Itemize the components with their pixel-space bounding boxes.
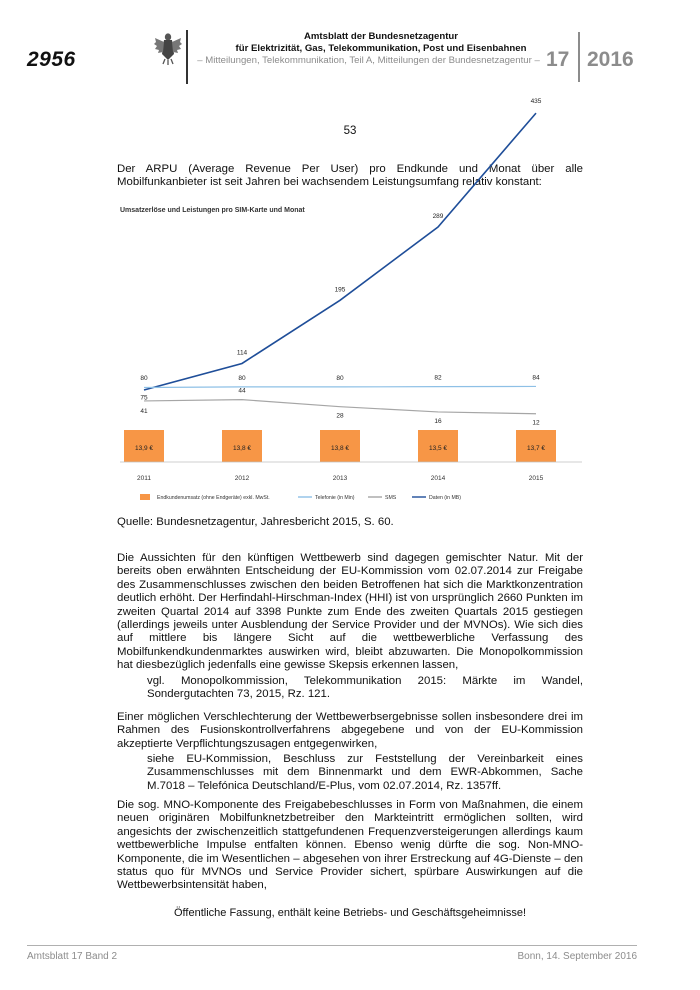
gazette-subtitle: – Mitteilungen, Telekommunikation, Teil A, Mitteilungen der Bundesnetzagentur – <box>197 55 540 66</box>
legend-label-0: Endkundenumsatz (ohne Endgeräte) exkl. MwSt. <box>157 495 270 501</box>
data-label-sms-2012: 44 <box>238 387 246 395</box>
legend-swatch-0 <box>140 494 150 500</box>
intro-paragraph: Der ARPU (Average Revenue Per User) pro Endkunde und Monat über alle Mobilfunkanbieter ist seit Jahren bei wachsendem Leistungsumfang relativ konstant: <box>117 163 583 189</box>
paragraph-3: Die sog. MNO-Komponente des Freigabebeschlusses in Form von Maßnahmen, die einem neuen originären Mobilfunknetzbetreiber den Markteintritt ermöglichen sollten, wird angesichts der zwischenzeitlich stattgefundenen Frequenzversteigerungen allerdings kaum wettbewerbliche Impulse entfalten können. Ebenso wenig dürfte die sog. Non-MNO-Komponente, die im Wesentlichen – abgesehen von ihrer Erstreckung auf 4G-Dienste – den status quo für MVNOs und Service Provider sichert, spürbare Auswirkungen auf die Wettbewerbsintensität haben, <box>117 799 583 892</box>
issue-year: 2016 <box>587 48 634 71</box>
footer-left: Amtsblatt 17 Band 2 <box>27 951 118 962</box>
bar-label-2014: 13,5 € <box>428 445 448 452</box>
data-label-sms-2014: 16 <box>434 417 442 425</box>
data-label-sms-2013: 28 <box>336 412 344 420</box>
page-number: 2956 <box>27 48 76 71</box>
x-tick-2013: 2013 <box>332 475 348 482</box>
gazette-title-line1: Amtsblatt der Bundesnetzagentur <box>303 31 459 42</box>
x-tick-2014: 2014 <box>430 475 446 482</box>
chart-source: Quelle: Bundesnetzagentur, Jahresbericht 2015, S. 60. <box>117 516 394 528</box>
series-line-telefonie <box>144 386 536 387</box>
data-label-sms-2011: 41 <box>140 407 148 415</box>
footer-right: Bonn, 14. September 2016 <box>517 951 637 962</box>
data-label-telefonie-2011: 75 <box>140 394 148 402</box>
header-divider <box>186 30 188 84</box>
bar-label-2013: 13,8 € <box>330 445 350 452</box>
paragraph-2: Einer möglichen Verschlechterung der Wettbewerbsergebnisse sollen insbesondere drei im Rahmen des Fusionskontrollverfahrens abgegebene und von der EU-Kommission akzeptierte Verpflichtungszusagen entgegenwirken, <box>117 711 583 750</box>
chart-title: Umsatzerlöse und Leistungen pro SIM-Karte und Monat <box>120 207 305 214</box>
data-label-sms-2015: 12 <box>532 419 540 427</box>
issue-number: 17 <box>546 48 570 71</box>
quote-1: vgl. Monopolkommission, Telekommunikation 2015: Märkte im Wandel, Sondergutachten 73, 2015, Rz. 121. <box>147 675 583 701</box>
federal-eagle-icon <box>153 30 183 66</box>
confidentiality-note: Öffentliche Fassung, enthält keine Betriebs- und Geschäftsgeheimnisse! <box>174 907 526 919</box>
data-label-telefonie-2012: 80 <box>238 374 246 382</box>
bar-label-2011: 13,9 € <box>134 445 154 452</box>
x-tick-2012: 2012 <box>234 475 250 482</box>
data-label-daten-2011: 80 <box>140 375 148 382</box>
x-tick-2015: 2015 <box>528 475 544 482</box>
data-label-telefonie-2013: 80 <box>336 374 344 382</box>
bar-label-2012: 13,8 € <box>232 445 252 452</box>
x-tick-2011: 2011 <box>137 475 151 482</box>
legend-label-3: Daten (in MB) <box>429 495 461 501</box>
footer-divider <box>27 945 637 946</box>
data-label-daten-2015: 435 <box>530 98 542 106</box>
data-label-daten-2014: 289 <box>432 212 444 220</box>
paragraph-1: Die Aussichten für den künftigen Wettbewerb sind dagegen gemischter Natur. Mit der bereits oben erwähnten Entscheidung der EU-Kommission vom 02.07.2014 zur Freigabe des Zusammenschlusses zwischen den beiden Betroffenen hat sich die Marktkonzentration deutlich erhöht. Der Herfindahl-Hirschman-Index (HHI) ist von ursprünglich 2660 Punkten im zweiten Quartal 2014 auf 3398 Punkte zum Ende des zweiten Quartals 2015 gestiegen (allerdings jeweils unter Ausblendung der Service Provider und der MVNOs). Wie sich dies auf mittlere bis längere Sicht auf die wettbewerbliche Verfassung des Mobilfunkendkundenmarktes auswirken wird, bleibt abzuwarten. Die Monopolkommission hat diesbezüglich jedenfalls eine gewisse Skepsis erkennen lassen, <box>117 552 583 672</box>
quote-2: siehe EU-Kommission, Beschluss zur Feststellung der Vereinbarkeit eines Zusammenschlusses mit dem Binnenmarkt und dem EWR-Abkommen, Sache M.7018 – Telefónica Deutschland/E-Plus, vom 02.07.2014, Rz. 1357ff. <box>147 753 583 792</box>
data-label-telefonie-2014: 82 <box>434 374 442 382</box>
legend-label-1: Telefonie (in Min) <box>315 495 355 501</box>
issue-divider <box>578 32 580 82</box>
data-label-daten-2013: 195 <box>334 286 346 294</box>
gazette-title <box>196 31 566 55</box>
data-label-daten-2012: 114 <box>236 349 248 357</box>
bar-label-2015: 13,7 € <box>526 445 546 452</box>
data-label-telefonie-2015: 84 <box>532 374 540 382</box>
legend-label-2: SMS <box>385 495 397 501</box>
gazette-title-line2: für Elektrizität, Gas, Telekommunikation, Post und Eisenbahnen <box>235 43 527 54</box>
series-line-daten <box>144 113 536 390</box>
series-line-sms <box>144 400 536 414</box>
